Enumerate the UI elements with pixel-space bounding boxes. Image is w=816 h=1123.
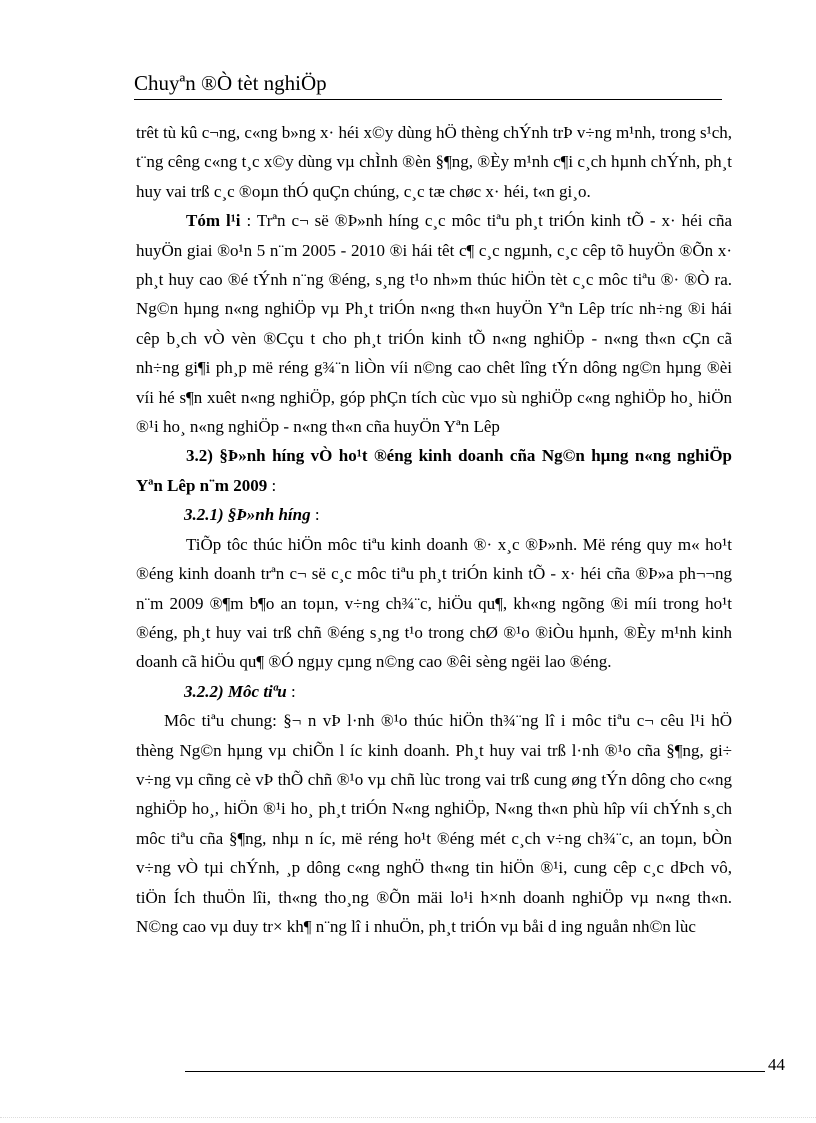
paragraph-2 [136, 206, 732, 441]
subsection-heading-3-2-2-text: 3.2.2) Môc tiªu [184, 681, 287, 701]
footer-rule [185, 1071, 765, 1072]
document-body [136, 118, 732, 941]
paragraph-4: Môc tiªu chung: §¬ n vÞ l·nh ®¹o thúc hiÖn th¾¨ng lî i môc tiªu c¬ cêu l¹i hÖ thèng Ng©n hµng vµ chiÕn l íc kinh doanh. Ph¸t huy vai trß l·nh ®¹o cña §¶ng, gi÷ v÷ng vµ cñng cè vÞ thÕ chñ ®¹o vµ chñ lùc trong vai trß cung øng tÝn dông cho c«ng nghiÖp ho¸, hiÖn ®¹i ho¸ ph¸t triÓn N«ng nghiÖp, N«ng th«n phù hîp víi chÝnh s¸ch môc tiªu cña §¶ng, nhµ n íc, më réng ho¹t ®éng mét c¸ch v÷ng ch¾¨c, an toµn, bÒn v÷ng vÒ tµi chÝnh, ¸p dông c«ng nghÖ th«ng tin hiÖn ®¹i, cung cêp c¸c dÞch vô, tiÖn Ích thuÖn lîi, th«ng tho¸ng ®Õn mäi lo¹i h×nh doanh nghiÖp vµ n«ng th«n. N©ng cao vµ duy tr× kh¶ n¨ng lî i nhuÖn, ph¸t triÓn vµ båi d ing nguån nh©n lùc [136, 711, 732, 936]
subsection-heading-3-2-1-tail: : [310, 505, 320, 525]
subsection-heading-3-2-1 [136, 500, 732, 529]
section-heading-3-2-text: 3.2) §Þ»nh híng vÒ ho¹t ®éng kinh doanh cña Ng©n hµng n«ng nghiÖp Yªn Lêp n¨m 2009 [136, 446, 732, 495]
subsection-heading-3-2-2 [136, 677, 732, 706]
paragraph-3: TiÕp tôc thúc hiÖn môc tiªu kinh doanh ®· x¸c ®Þ»nh. Më réng quy m« ho¹t ®éng kinh doanh trªn c¬ së c¸c môc tiªu ph¸t triÓn kinh tÕ - x· héi cña ®Þ»a ph¬¬ng n¨m 2009 ®¶m b¶o an toµn, v÷ng ch¾¨c, hiÖu qu¶, kh«ng ngõng ®i míi trong ho¹t ®éng, ph¸t huy vai trß chñ ®éng s¸ng t¹o trong chØ ®¹o ®iÒu hµnh, ®Èy m¹nh kinh doanh cã hiÖu qu¶ ®Ó ngµy cµng n©ng cao ®êi sèng ngëi lao ®éng. [136, 534, 732, 672]
page-number: 44 [768, 1055, 785, 1074]
paragraph-2-text: : Trªn c¬ së ®Þ»nh híng c¸c môc tiªu ph¸t triÓn kinh tÕ - x· héi cña huyÖn giai ®o¹n 5 n¨m 2005 - 2010 ®i hái têt c¶ c¸c ngµnh, c¸c cêp tõ huyÖn ®Õn x· ph¸t huy cao ®é tÝnh n¨ng ®éng, s¸ng t¹o nh»m thúc hiÖn tèt c¸c môc tiªu ®· ®Ò ra. Ng©n hµng n«ng nghiÖp vµ Ph¸t triÓn n«ng th«n huyÖn Yªn Lêp tríc nh÷ng ®i hái cêp b¸ch vÒ vèn ®Cçu t cho ph¸t triÓn kinh tÕ n«ng nghiÖp - n«ng th«n cÇn cã nh÷ng gi¶i ph¸p më réng g¾¨n liÒn víi n©ng cao chêt lîng tÝn dông ng©n hµng ®èi víi hé s¶n xuêt n«ng nghiÖp, góp phÇn tích cùc vµo sù nghiÖp c«ng nghiÖp ho¸ hiÖn ®¹i ho¸ n«ng nghiÖp - n«ng th«n cña huyÖn Yªn Lêp [136, 211, 732, 437]
page-bottom-divider [0, 1117, 816, 1118]
subsection-heading-3-2-2-tail: : [286, 681, 296, 701]
subsection-heading-3-2-1-text: 3.2.1) §Þ»nh híng [184, 505, 311, 525]
section-heading-3-2 [136, 441, 732, 500]
section-heading-3-2-tail: : [267, 475, 277, 495]
paragraph-2-label: Tóm l¹i [186, 211, 241, 231]
paragraph-1: trêt tù kû c¬ng, c«ng b»ng x· héi x©y dùng hÖ thèng chÝnh trÞ v÷ng m¹nh, trong s¹ch, t¨ng cêng c«ng t¸c x©y dùng vµ chÌnh ®èn §¶ng, ®Èy m¹nh c¶i c¸ch hµnh chÝnh, ph¸t huy vai trß c¸c ®oµn thÓ quÇn chúng, c¸c tæ chøc x· héi, t«n gi¸o. [136, 123, 732, 201]
header-title: Chuyªn ®Ò tèt nghiÖp [134, 71, 327, 95]
document-header [134, 70, 722, 100]
